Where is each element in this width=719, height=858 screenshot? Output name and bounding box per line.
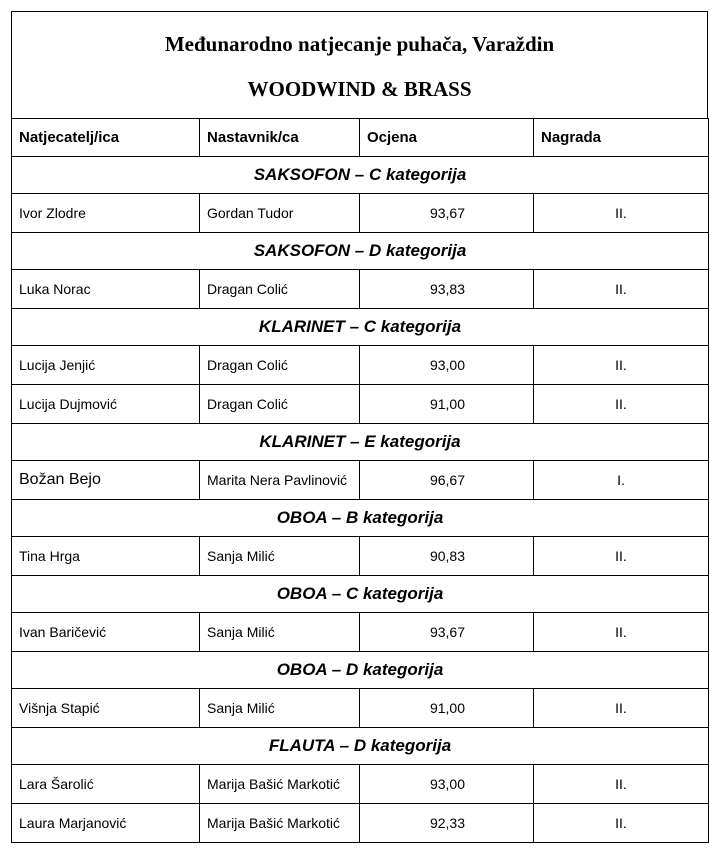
teacher-name: Dragan Colić xyxy=(200,346,360,385)
teacher-name: Gordan Tudor xyxy=(200,194,360,233)
score-value: 93,00 xyxy=(360,765,534,804)
title-box xyxy=(11,11,708,118)
award-value: II. xyxy=(534,765,709,804)
teacher-name: Dragan Colić xyxy=(200,270,360,309)
header-award: Nagrada xyxy=(534,119,709,157)
results-sheet xyxy=(11,11,708,843)
category-label: OBOA – D kategorija xyxy=(12,652,709,689)
competitor-name: Ivor Zlodre xyxy=(12,194,200,233)
award-value: II. xyxy=(534,613,709,652)
award-value: II. xyxy=(534,537,709,576)
table-header-row xyxy=(12,119,709,157)
score-value: 91,00 xyxy=(360,689,534,728)
award-value: II. xyxy=(534,385,709,424)
score-value: 93,67 xyxy=(360,613,534,652)
competitor-name: Ivan Baričević xyxy=(12,613,200,652)
teacher-name: Sanja Milić xyxy=(200,689,360,728)
category-label: SAKSOFON – C kategorija xyxy=(12,157,709,194)
category-row xyxy=(12,728,709,765)
table-row xyxy=(12,346,709,385)
score-value: 93,83 xyxy=(360,270,534,309)
category-label: KLARINET – E kategorija xyxy=(12,424,709,461)
teacher-name: Sanja Milić xyxy=(200,613,360,652)
competitor-name: Laura Marjanović xyxy=(12,804,200,843)
competitor-name: Lucija Jenjić xyxy=(12,346,200,385)
table-row xyxy=(12,537,709,576)
category-row xyxy=(12,424,709,461)
category-row xyxy=(12,309,709,346)
category-row xyxy=(12,652,709,689)
teacher-name: Marija Bašić Markotić xyxy=(200,804,360,843)
award-value: II. xyxy=(534,689,709,728)
score-value: 93,67 xyxy=(360,194,534,233)
table-row xyxy=(12,461,709,500)
results-table xyxy=(11,118,709,843)
teacher-name: Marita Nera Pavlinović xyxy=(200,461,360,500)
award-value: I. xyxy=(534,461,709,500)
score-value: 92,33 xyxy=(360,804,534,843)
category-row xyxy=(12,576,709,613)
competitor-name: Lara Šarolić xyxy=(12,765,200,804)
teacher-name: Dragan Colić xyxy=(200,385,360,424)
competitor-name: Lucija Dujmović xyxy=(12,385,200,424)
teacher-name: Sanja Milić xyxy=(200,537,360,576)
page-subtitle: WOODWIND & BRASS xyxy=(247,77,472,101)
competitor-name: Luka Norac xyxy=(12,270,200,309)
category-label: OBOA – C kategorija xyxy=(12,576,709,613)
category-row xyxy=(12,500,709,537)
table-row xyxy=(12,385,709,424)
award-value: II. xyxy=(534,270,709,309)
table-row xyxy=(12,765,709,804)
score-value: 91,00 xyxy=(360,385,534,424)
table-row xyxy=(12,194,709,233)
category-row xyxy=(12,157,709,194)
category-label: FLAUTA – D kategorija xyxy=(12,728,709,765)
award-value: II. xyxy=(534,346,709,385)
category-label: KLARINET – C kategorija xyxy=(12,309,709,346)
competitor-name: Višnja Stapić xyxy=(12,689,200,728)
header-teacher: Nastavnik/ca xyxy=(200,119,360,157)
competitor-name: Tina Hrga xyxy=(12,537,200,576)
category-label: SAKSOFON – D kategorija xyxy=(12,233,709,270)
score-value: 93,00 xyxy=(360,346,534,385)
header-score: Ocjena xyxy=(360,119,534,157)
award-value: II. xyxy=(534,804,709,843)
table-row xyxy=(12,804,709,843)
page-title: Međunarodno natjecanje puhača, Varaždin xyxy=(164,32,555,56)
score-value: 96,67 xyxy=(360,461,534,500)
table-row xyxy=(12,270,709,309)
competitor-name: Božan Bejo xyxy=(12,461,200,500)
score-value: 90,83 xyxy=(360,537,534,576)
teacher-name: Marija Bašić Markotić xyxy=(200,765,360,804)
category-label: OBOA – B kategorija xyxy=(12,500,709,537)
award-value: II. xyxy=(534,194,709,233)
table-row xyxy=(12,689,709,728)
table-row xyxy=(12,613,709,652)
header-competitor: Natjecatelj/ica xyxy=(12,119,200,157)
category-row xyxy=(12,233,709,270)
